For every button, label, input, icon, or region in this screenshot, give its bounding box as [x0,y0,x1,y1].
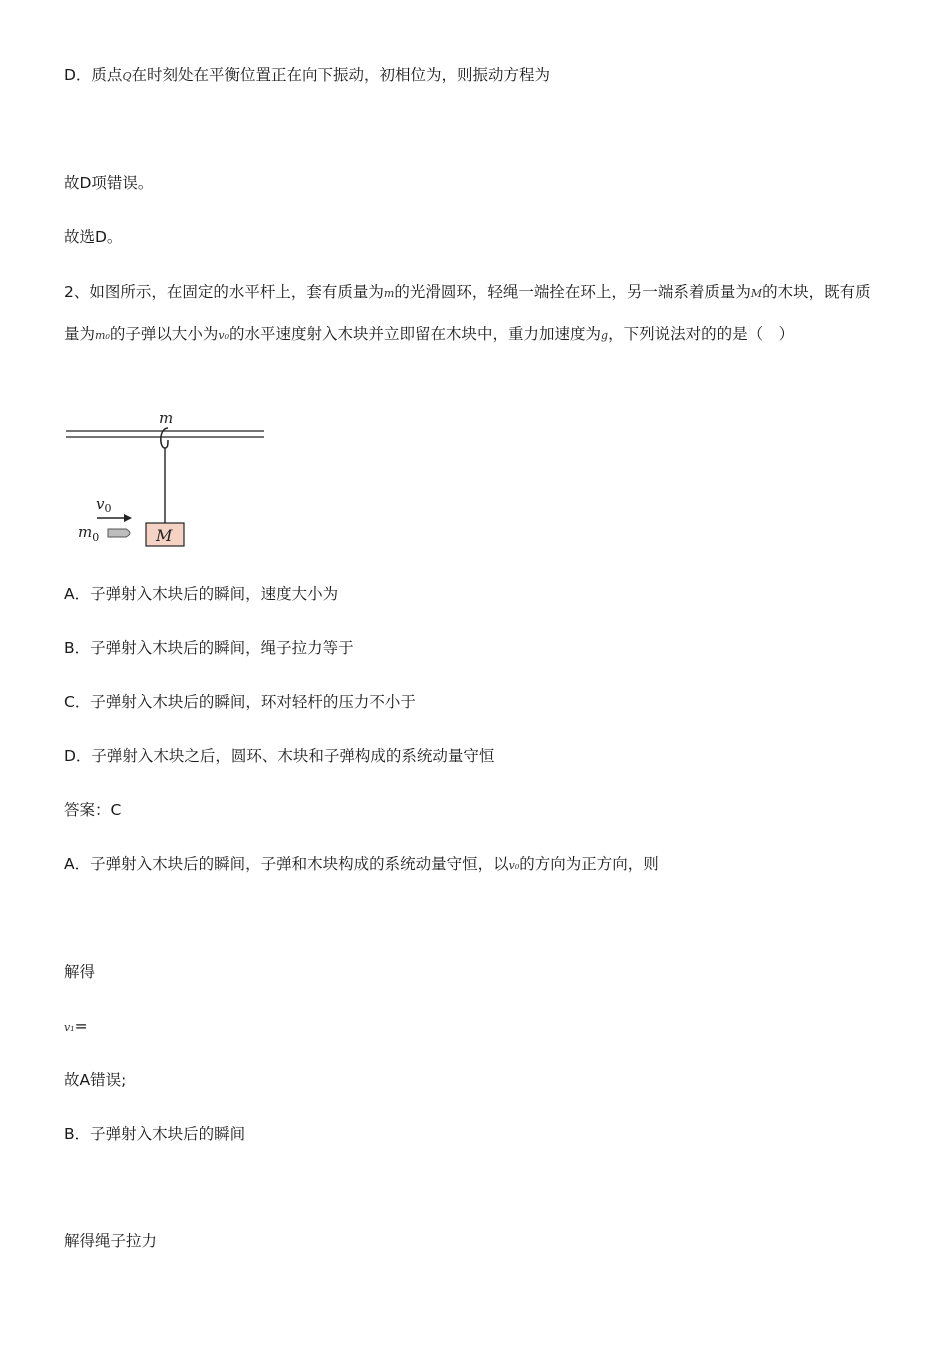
var-v0: v₀ [508,859,520,872]
question-2-stem: 2、如图所示，在固定的水平杆上，套有质量为m的光滑圆环，轻绳一端拴在环上，另一端系着质量为M的木块，既有质量为m₀的子弹以大小为v₀的水平速度射入木块并立即留在木块中，重力加速度为g，下列说法对的的是（ ） [64,283,871,343]
option-a: A．子弹射入木块后的瞬间，速度大小为 [64,585,339,603]
conclusion-a-wrong: 故A错误; [64,1071,127,1089]
var-g: g [601,329,609,342]
var-v0: v₀ [218,329,229,342]
bullet-icon [108,529,130,537]
option-d: D．子弹射入木块之后，圆环、木块和子弹构成的系统动量守恒 [64,747,495,765]
option-d-prefix: D．质点 [64,66,123,84]
solve-tension: 解得绳子拉力 [64,1232,158,1250]
answer: 答案：C [64,801,122,819]
conclusion-d-wrong: 故D项错误。 [64,174,154,192]
option-c: C．子弹射入木块后的瞬间，环对轻杆的压力不小于 [64,693,416,711]
arrow-head-icon [124,514,132,522]
v1-equation: v₁= [64,1017,88,1035]
option-d-previous [64,64,550,88]
conclusion-choose-d: 故选D。 [64,228,123,246]
var-v1: v₁ [64,1021,75,1034]
var-m0: m₀ [95,329,110,342]
solve-label: 解得 [64,963,96,981]
explanation-a: A．子弹射入木块后的瞬间，子弹和木块构成的系统动量守恒，以v₀的方向为正方向，则 [64,855,659,873]
var-M: M [750,287,763,300]
velocity-label: $v_0$ [96,495,112,515]
var-q: Q [122,70,132,83]
bullet-label: $m_0$ [78,523,100,544]
option-d-text: 在时刻处在平衡位置正在向下振动，初相位为，则振动方程为 [131,66,550,84]
block-label: M [156,526,173,545]
ring-label: m [159,409,174,427]
var-m: m [383,287,395,300]
explanation-b: B．子弹射入木块后的瞬间 [64,1125,246,1143]
physics-figure [62,406,272,551]
option-b: B．子弹射入木块后的瞬间，绳子拉力等于 [64,639,354,657]
